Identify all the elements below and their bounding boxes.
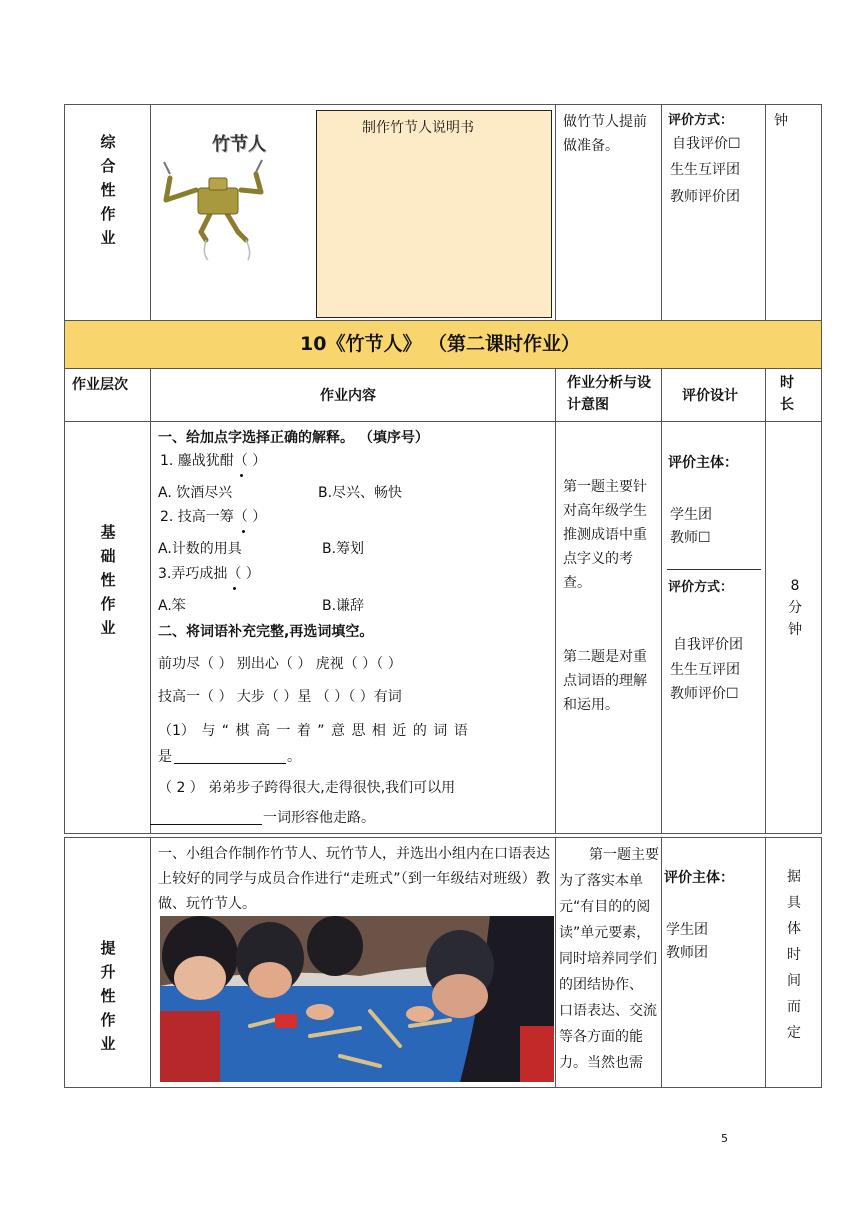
- emphasis-dot: [233, 587, 236, 590]
- basic-eval-subject-title: 评价主体：: [668, 455, 738, 471]
- eval-divider: [667, 569, 761, 570]
- q1-3-option-b: B.谦辞: [322, 598, 365, 614]
- q1-item-2: 2. 技高一筹（ ）: [160, 509, 267, 525]
- advanced-time: 据 具 体 时 间 而 定: [787, 869, 801, 1041]
- top-eval-peer: 生生互评团: [670, 162, 740, 178]
- header-time: 时长: [780, 375, 794, 413]
- page-number: 5: [721, 1132, 728, 1145]
- bamboo-puppet-image: [156, 112, 302, 262]
- q2-fill-2: （ 2 ） 弟弟步子跨得很大,走得很快,我们可以用: [158, 780, 456, 796]
- advanced-eval-student: 学生团: [666, 922, 708, 938]
- top-eval-title: 评价方式：: [668, 113, 734, 128]
- top-eval-teacher: 教师评价团: [670, 189, 740, 205]
- emphasis-dot: [242, 530, 245, 533]
- category-advanced: 提 升 性 作 业: [100, 939, 116, 1053]
- basic-eval-method-title: 评价方式：: [668, 580, 734, 595]
- header-level: 作业层次: [72, 377, 128, 393]
- q2-fill-1-prefix: 是: [158, 749, 172, 765]
- basic-eval-student: 学生团: [670, 507, 712, 523]
- basic-eval-teacher-method: 教师评价☐: [670, 686, 739, 702]
- answer-blank[interactable]: [150, 824, 262, 825]
- manual-box-label: 制作竹节人说明书: [362, 120, 474, 136]
- basic-time: 8 分 钟: [788, 578, 802, 638]
- basic-analysis-2: 第二题是对重点词语的理解和运用。: [563, 649, 647, 713]
- answer-blank[interactable]: [174, 763, 286, 764]
- q1-item-1: 1. 鏖战犹酣（ ）: [160, 453, 267, 469]
- header-analysis: 作业分析与设计意图: [567, 375, 651, 413]
- category-comprehensive: 综 合 性 作 业: [100, 133, 116, 247]
- basic-eval-self: 自我评价团: [673, 637, 743, 653]
- emphasis-dot: [240, 474, 243, 477]
- basic-eval-peer: 生生互评团: [670, 662, 740, 678]
- q2-fill-1: （1） 与 “ 棋 高 一 着 ” 意 思 相 近 的 词 语: [158, 723, 468, 739]
- q1-item-3: 3.弄巧成拙（ ）: [158, 566, 260, 582]
- advanced-eval-teacher: 教师团: [666, 945, 708, 961]
- header-eval: 评价设计: [682, 388, 738, 404]
- section-title: 10《竹节人》 （第二课时作业）: [300, 333, 581, 355]
- q2-line-2: 技高一（ ） 大步（ ）星 （ ）（ ）有词: [158, 689, 402, 705]
- q1-2-option-a: A.计数的用具: [158, 541, 242, 557]
- q2-fill-1-suffix: 。: [287, 749, 301, 765]
- q2-fill-2-suffix: 一词形容他走路。: [263, 810, 375, 826]
- advanced-eval-subject-title: 评价主体：: [664, 870, 734, 886]
- advanced-content: 一、小组合作制作竹节人、玩竹节人，并选出小组内在口语表达上较好的同学与成员合作进行“走班式”（到一年级结对班级）教做、玩竹节人。: [158, 846, 550, 912]
- q2-title: 二、将词语补充完整,再选词填空。: [158, 624, 374, 640]
- basic-analysis-1: 第一题主要针对高年级学生推测成语中重点字义的考查。: [563, 479, 647, 591]
- header-content: 作业内容: [320, 388, 376, 404]
- q1-2-option-b: B.筹划: [322, 541, 365, 557]
- top-time: 钟: [774, 113, 788, 129]
- q1-1-option-a: A. 饮酒尽兴: [158, 485, 233, 501]
- students-photo: [160, 916, 554, 1082]
- basic-eval-teacher: 教师☐: [670, 530, 711, 546]
- image-caption: 竹节人: [212, 134, 266, 155]
- category-basic: 基 础 性 作 业: [100, 523, 116, 637]
- advanced-analysis: 第一题主要为了落实本单元“有目的的阅读”单元要素，同时培养同学们的团结协作、 口语表达、交流等各方面的能力。当然也需: [559, 847, 659, 1071]
- q1-title: 一、给加点字选择正确的解释。 （填序号）: [158, 430, 429, 446]
- manual-box: [316, 110, 552, 318]
- q1-3-option-a: A.笨: [158, 598, 186, 614]
- top-eval-self: 自我评价☐: [672, 136, 741, 152]
- q2-line-1: 前功尽（ ） 别出心（ ） 虎视（ ）（ ）: [158, 656, 402, 672]
- q1-1-option-b: B.尽兴、畅快: [318, 485, 403, 501]
- top-analysis: 做竹节人提前做准备。: [563, 114, 647, 154]
